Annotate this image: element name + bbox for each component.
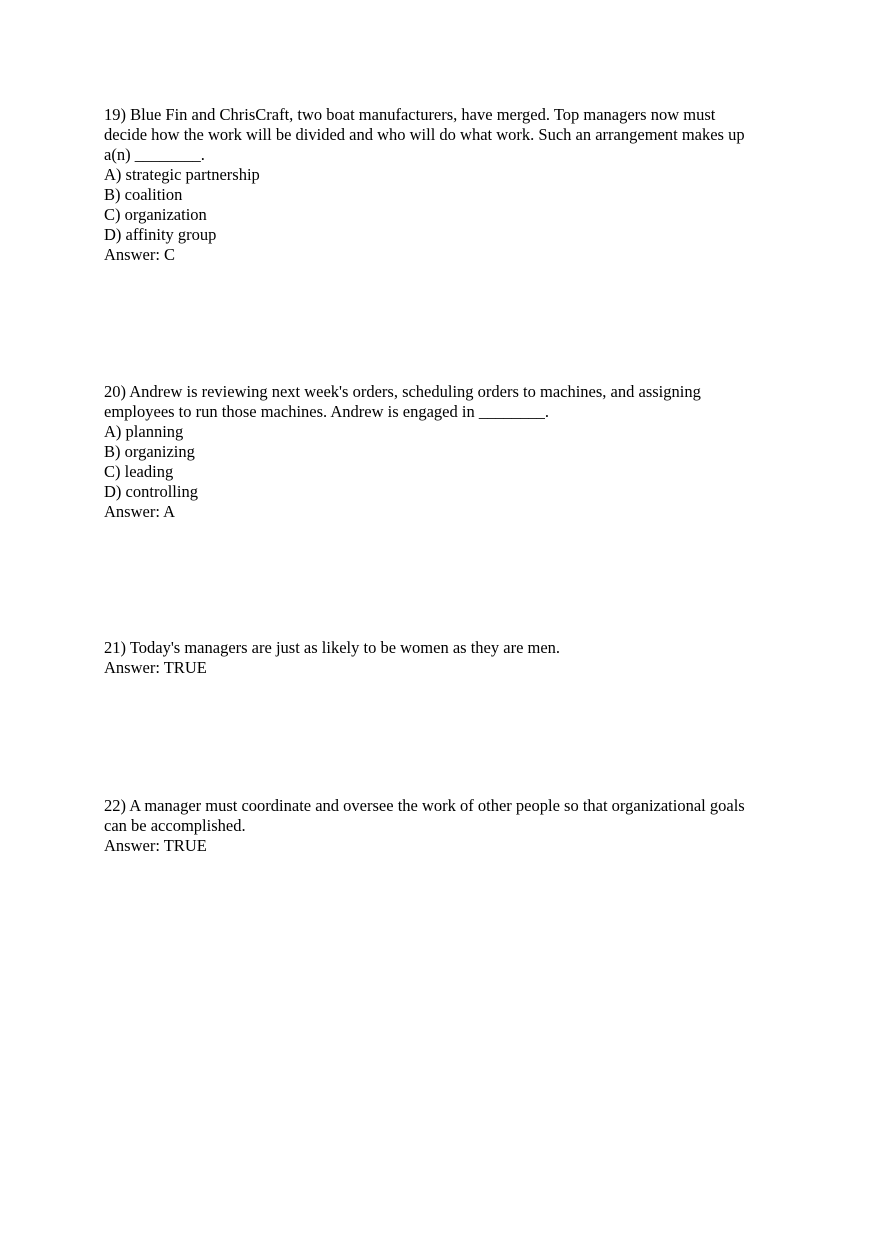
option-c: C) organization — [104, 205, 207, 224]
option-a: A) planning — [104, 422, 184, 441]
answer: Answer: TRUE — [104, 836, 207, 855]
question-stem-line: can be accomplished. — [104, 816, 246, 835]
question-stem-line: 20) Andrew is reviewing next week's orders, scheduling orders to machines, and assigning — [104, 382, 701, 401]
answer: Answer: C — [104, 245, 176, 264]
option-d: D) affinity group — [104, 225, 217, 244]
option-c: C) leading — [104, 462, 174, 481]
answer: Answer: A — [104, 502, 176, 521]
question-stem-line: 21) Today's managers are just as likely to be women as they are men. — [104, 638, 561, 657]
question-stem-line: a(n) ________. — [104, 145, 205, 164]
option-b: B) organizing — [104, 442, 195, 461]
question-stem-line: employees to run those machines. Andrew is engaged in ________. — [104, 402, 549, 421]
answer: Answer: TRUE — [104, 658, 207, 677]
question-20 — [104, 382, 784, 522]
question-stem-line: 22) A manager must coordinate and oversee the work of other people so that organizational goals — [104, 796, 745, 815]
question-22 — [104, 796, 784, 856]
question-stem-line: decide how the work will be divided and who will do what work. Such an arrangement makes up — [104, 125, 745, 144]
option-d: D) controlling — [104, 482, 198, 501]
option-a: A) strategic partnership — [104, 165, 260, 184]
question-stem-line: 19) Blue Fin and ChrisCraft, two boat manufacturers, have merged. Top managers now must — [104, 105, 716, 124]
option-b: B) coalition — [104, 185, 183, 204]
question-21 — [104, 638, 784, 678]
question-19 — [104, 105, 784, 265]
